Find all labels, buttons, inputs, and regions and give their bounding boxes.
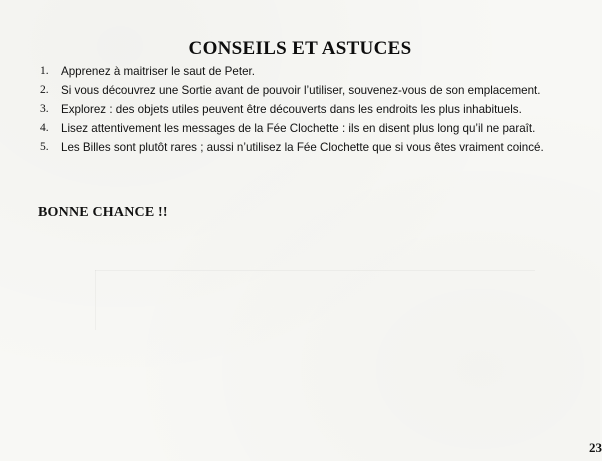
tip-text: Apprenez à maitriser le saut de Peter. [61,65,255,78]
tip-item [40,102,560,117]
tip-number: 2. [40,84,49,96]
page-title: CONSEILS ET ASTUCES [188,38,412,59]
tip-number: 1. [40,65,49,77]
tip-text: Lisez attentivement les messages de la Fée Clochette : ils en disent plus long qu’il ne paraît. [61,122,536,135]
tip-item [40,64,560,79]
closing-text: BONNE CHANCE !! [38,205,168,220]
show-through-line [95,270,96,330]
page-number: 23 [589,440,602,455]
tip-number: 3. [40,103,49,115]
tip-item [40,83,560,98]
tip-item [40,140,560,155]
tip-number: 5. [40,141,49,153]
tip-text: Les Billes sont plutôt rares ; aussi n’utilisez la Fée Clochette que si vous êtes vraiment coincé. [61,141,544,154]
tips-list [40,64,560,159]
tip-text: Explorez : des objets utiles peuvent être découverts dans les endroits les plus inhabituels. [61,103,522,116]
show-through-line [95,270,535,271]
tip-text: Si vous découvrez une Sortie avant de pouvoir l’utiliser, souvenez-vous de son emplacement. [61,84,541,97]
tip-number: 4. [40,122,49,134]
tip-item [40,121,560,136]
